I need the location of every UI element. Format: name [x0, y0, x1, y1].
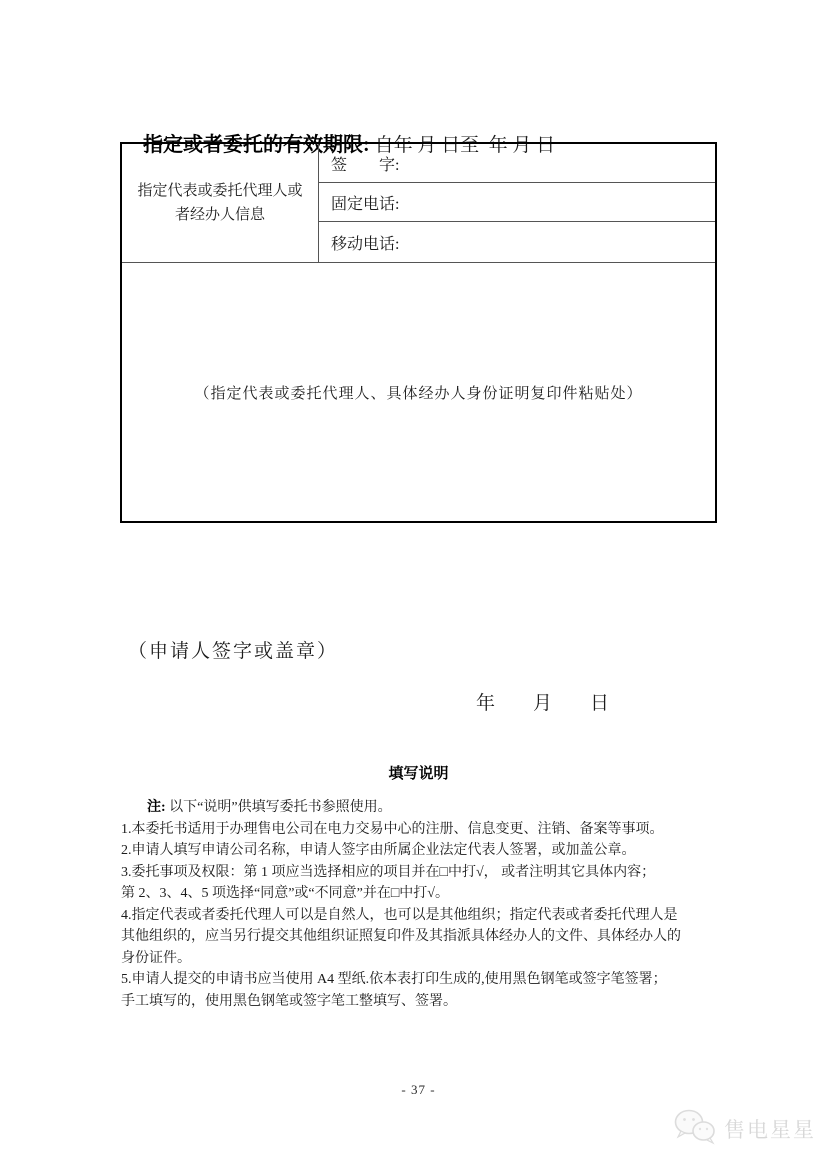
id-copy-paste-area	[122, 262, 715, 521]
note-intro-text: 以下“说明”供填写委托书参照使用。	[165, 800, 392, 815]
signature-field	[319, 144, 715, 183]
signature-field-label: 签 字:	[331, 156, 400, 174]
validity-period-label: 指定或者委托的有效期限:	[143, 134, 375, 156]
note-prefix: 注:	[147, 800, 166, 815]
instruction-line-5: 5.申请人提交的申请书应当使用 A4 型纸.依本表打印生成的,使用黑色钢笔或签字笔签署；	[121, 972, 667, 987]
instruction-line-3: 3.委托事项及权限：第 1 项应当选择相应的项目并在□中打√， 或者注明其它具体内容；	[121, 864, 656, 880]
date-line: 年 月 日	[476, 693, 610, 714]
mobile-phone-field	[319, 222, 715, 262]
delegate-info-header-line2: 者经办人信息	[174, 207, 265, 223]
page-number: - 37 -	[401, 1082, 436, 1097]
watermark-text: 售电星星	[724, 1118, 816, 1142]
watermark	[672, 1106, 816, 1151]
delegate-info-table	[120, 142, 717, 523]
applicant-signature-line: （申请人签字或盖章）	[128, 641, 339, 662]
instructions-heading: 填写说明	[388, 766, 449, 782]
instruction-line-2: 2.申请人填写申请公司名称，申请人签字由所属企业法定代表人签署，或加盖公章。	[121, 843, 636, 858]
note-intro-line	[121, 797, 722, 819]
instructions-notes	[121, 797, 722, 1012]
fixed-phone-label: 固定电话:	[331, 195, 400, 213]
wechat-logo-icon	[672, 1106, 718, 1151]
id-copy-paste-label: （指定代表或委托代理人、具体经办人身份证明复印件粘贴处）	[194, 385, 643, 402]
instruction-line-5b: 手工填写的，使用黑色钢笔或签字笔工整填写、签署。	[121, 993, 457, 1009]
instruction-line-4c: 身份证件。	[121, 950, 191, 966]
fixed-phone-field	[319, 183, 715, 222]
instruction-line-4b: 其他组织的，应当另行提交其他组织证照复印件及其指派具体经办人的文件、具体经办人的	[121, 929, 681, 944]
mobile-phone-label: 移动电话:	[331, 235, 400, 253]
validity-period-blanks: 自年 月 日至 年 月 日	[374, 135, 556, 156]
instruction-line-3b: 第 2、3、4、5 项选择“同意”或“不同意”并在□中打√。	[121, 886, 449, 901]
delegate-info-header-line1: 指定代表或委托代理人或	[137, 183, 303, 199]
instruction-line-4: 4.指定代表或者委托代理人可以是自然人，也可以是其他组织；指定代表或者委托代理人是	[121, 907, 678, 923]
delegate-info-header	[122, 144, 319, 262]
instruction-line-1: 1.本委托书适用于办理售电公司在电力交易中心的注册、信息变更、注销、备案等事项。	[121, 821, 664, 837]
